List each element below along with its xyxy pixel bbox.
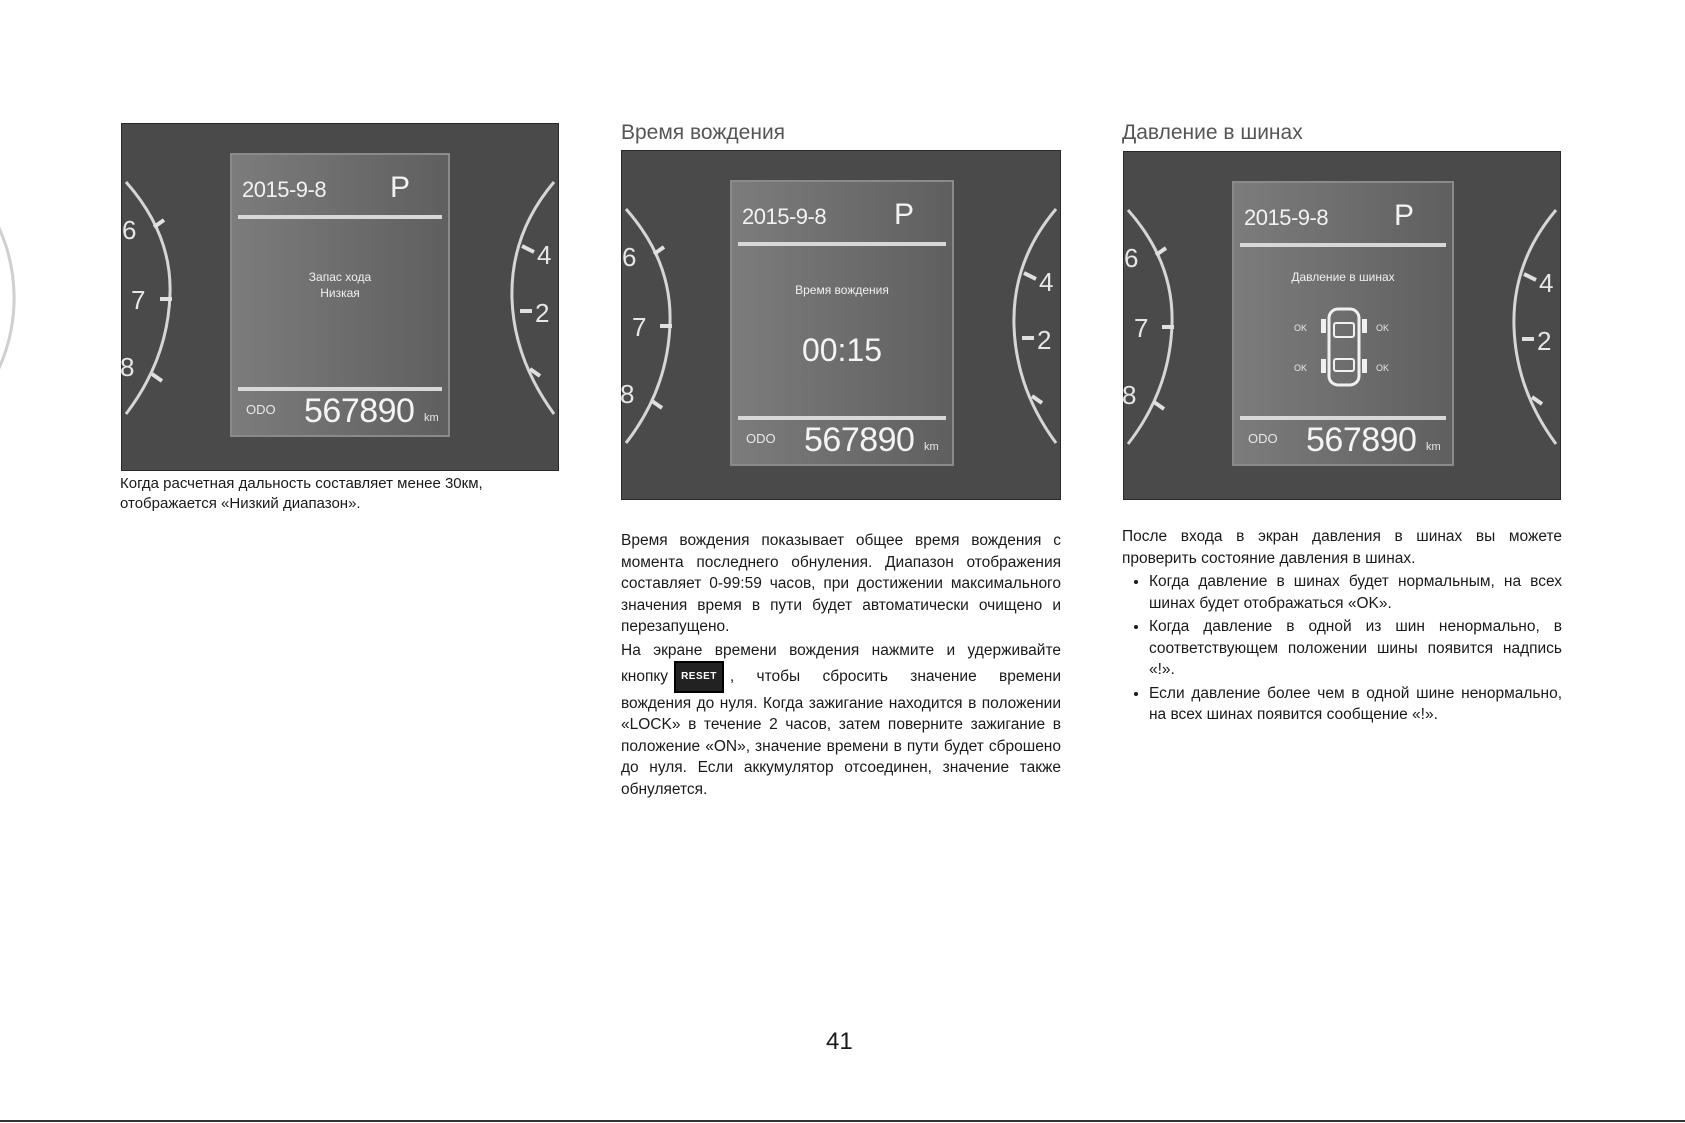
range-caption: Когда расчетная дальность составляет менее 30км, отображается «Низкий диапазон». bbox=[120, 475, 483, 512]
gear-indicator: P bbox=[1393, 199, 1414, 232]
screen-divider-top bbox=[738, 242, 946, 246]
cluster-panel-range bbox=[121, 123, 559, 471]
cluster-screen bbox=[1232, 181, 1454, 466]
svg-text:4: 4 bbox=[1539, 268, 1554, 298]
svg-text:7: 7 bbox=[632, 312, 647, 342]
gear-indicator: P bbox=[893, 198, 914, 231]
odo-unit: km bbox=[1426, 441, 1441, 453]
range-message-value: Низкая bbox=[320, 286, 360, 300]
tire-pressure-bullets bbox=[1122, 571, 1562, 726]
svg-text:4: 4 bbox=[1039, 267, 1054, 297]
tire-pressure-text bbox=[1122, 526, 1562, 728]
svg-text:4: 4 bbox=[537, 240, 552, 270]
driving-time-title: Время вождения bbox=[621, 121, 786, 144]
svg-text:7: 7 bbox=[131, 285, 146, 315]
cluster-panel-tire-pressure bbox=[1123, 151, 1561, 500]
reset-button-icon: RESET bbox=[674, 661, 724, 693]
bottom-divider bbox=[0, 1120, 1685, 1122]
screen-divider-bottom bbox=[738, 416, 946, 420]
tire-status-front-left: OK bbox=[1294, 323, 1308, 333]
cluster-panel-driving-time bbox=[621, 150, 1061, 500]
screen-divider-top bbox=[1240, 243, 1446, 247]
range-message-title: Запас хода bbox=[308, 270, 372, 284]
tire-status-rear-left: OK bbox=[1294, 363, 1308, 373]
tire-pressure-title: Давление в шинах bbox=[1122, 121, 1303, 144]
page-number: 41 bbox=[826, 1028, 853, 1055]
odo-unit: km bbox=[924, 441, 939, 453]
odo-value: 567890 bbox=[1306, 421, 1417, 459]
tire-status-front-right: OK bbox=[1376, 323, 1390, 333]
odo-label: ODO bbox=[746, 431, 776, 446]
screen-divider-bottom bbox=[238, 387, 442, 391]
list-item: • Если давление более чем в одной шине ненормально, на всех шинах появится сообщение «!». bbox=[1149, 683, 1562, 726]
odo-label: ODO bbox=[246, 402, 276, 417]
para2-after: , чтобы сбросить значение времени вождения до нуля. Когда зажигание находится в положении «LOCK» в течение 2 часов, затем поверните зажигание в положение «ON», значение времени в пути будет сброшено до нуля. Если аккумулятор отсоединен, значение также обнуляется. bbox=[621, 667, 1061, 798]
gear-indicator: P bbox=[389, 171, 410, 204]
driving-time-text bbox=[621, 530, 1061, 802]
svg-text:8: 8 bbox=[620, 379, 635, 409]
screen-date: 2015-9-8 bbox=[1244, 205, 1329, 230]
svg-text:6: 6 bbox=[122, 215, 137, 245]
driving-time-value: 00:15 bbox=[801, 332, 883, 368]
svg-text:2: 2 bbox=[535, 298, 550, 328]
driving-time-label: Время вождения bbox=[795, 283, 889, 297]
screen-date: 2015-9-8 bbox=[242, 177, 327, 202]
para2-before: На экране времени вождения нажмите и удерживайте кнопку bbox=[621, 641, 1061, 685]
list-item: • Когда давление в шинах будет нормальным, на всех шинах будет отображаться «OK». bbox=[1149, 571, 1562, 614]
odo-value: 567890 bbox=[804, 421, 915, 459]
tire-pressure-label: Давление в шинах bbox=[1291, 270, 1395, 284]
tire-pressure-intro: После входа в экран давления в шинах вы можете проверить состояние давления в шинах. bbox=[1122, 528, 1562, 567]
svg-text:6: 6 bbox=[1124, 243, 1139, 273]
svg-text:8: 8 bbox=[1122, 380, 1137, 410]
svg-text:2: 2 bbox=[1537, 326, 1552, 356]
driving-time-para2 bbox=[621, 640, 1061, 801]
odo-label: ODO bbox=[1248, 431, 1278, 446]
screen-divider-top bbox=[238, 215, 442, 219]
screen-date: 2015-9-8 bbox=[742, 204, 827, 229]
svg-text:7: 7 bbox=[1134, 313, 1149, 343]
screen-divider-bottom bbox=[1240, 416, 1446, 420]
odo-value: 567890 bbox=[304, 392, 415, 430]
cluster-screen bbox=[230, 153, 450, 437]
svg-text:2: 2 bbox=[1037, 325, 1052, 355]
svg-text:8: 8 bbox=[120, 352, 135, 382]
cluster-screen bbox=[730, 180, 954, 466]
odo-unit: km bbox=[424, 412, 439, 424]
tire-status-rear-right: OK bbox=[1376, 363, 1390, 373]
list-item: • Когда давление в одной из шин ненормально, в соответствующем положении шины появится надпись «!». bbox=[1149, 616, 1562, 681]
svg-text:6: 6 bbox=[622, 242, 637, 272]
car-top-view-icon bbox=[1294, 301, 1394, 393]
driving-time-para1: Время вождения показывает общее время вождения с момента последнего обнуления. Диапазон отображения составляет 0-99:59 часов, при достижении максимального значения время в пути будет автоматически очищено и перезапущено. bbox=[621, 532, 1061, 635]
